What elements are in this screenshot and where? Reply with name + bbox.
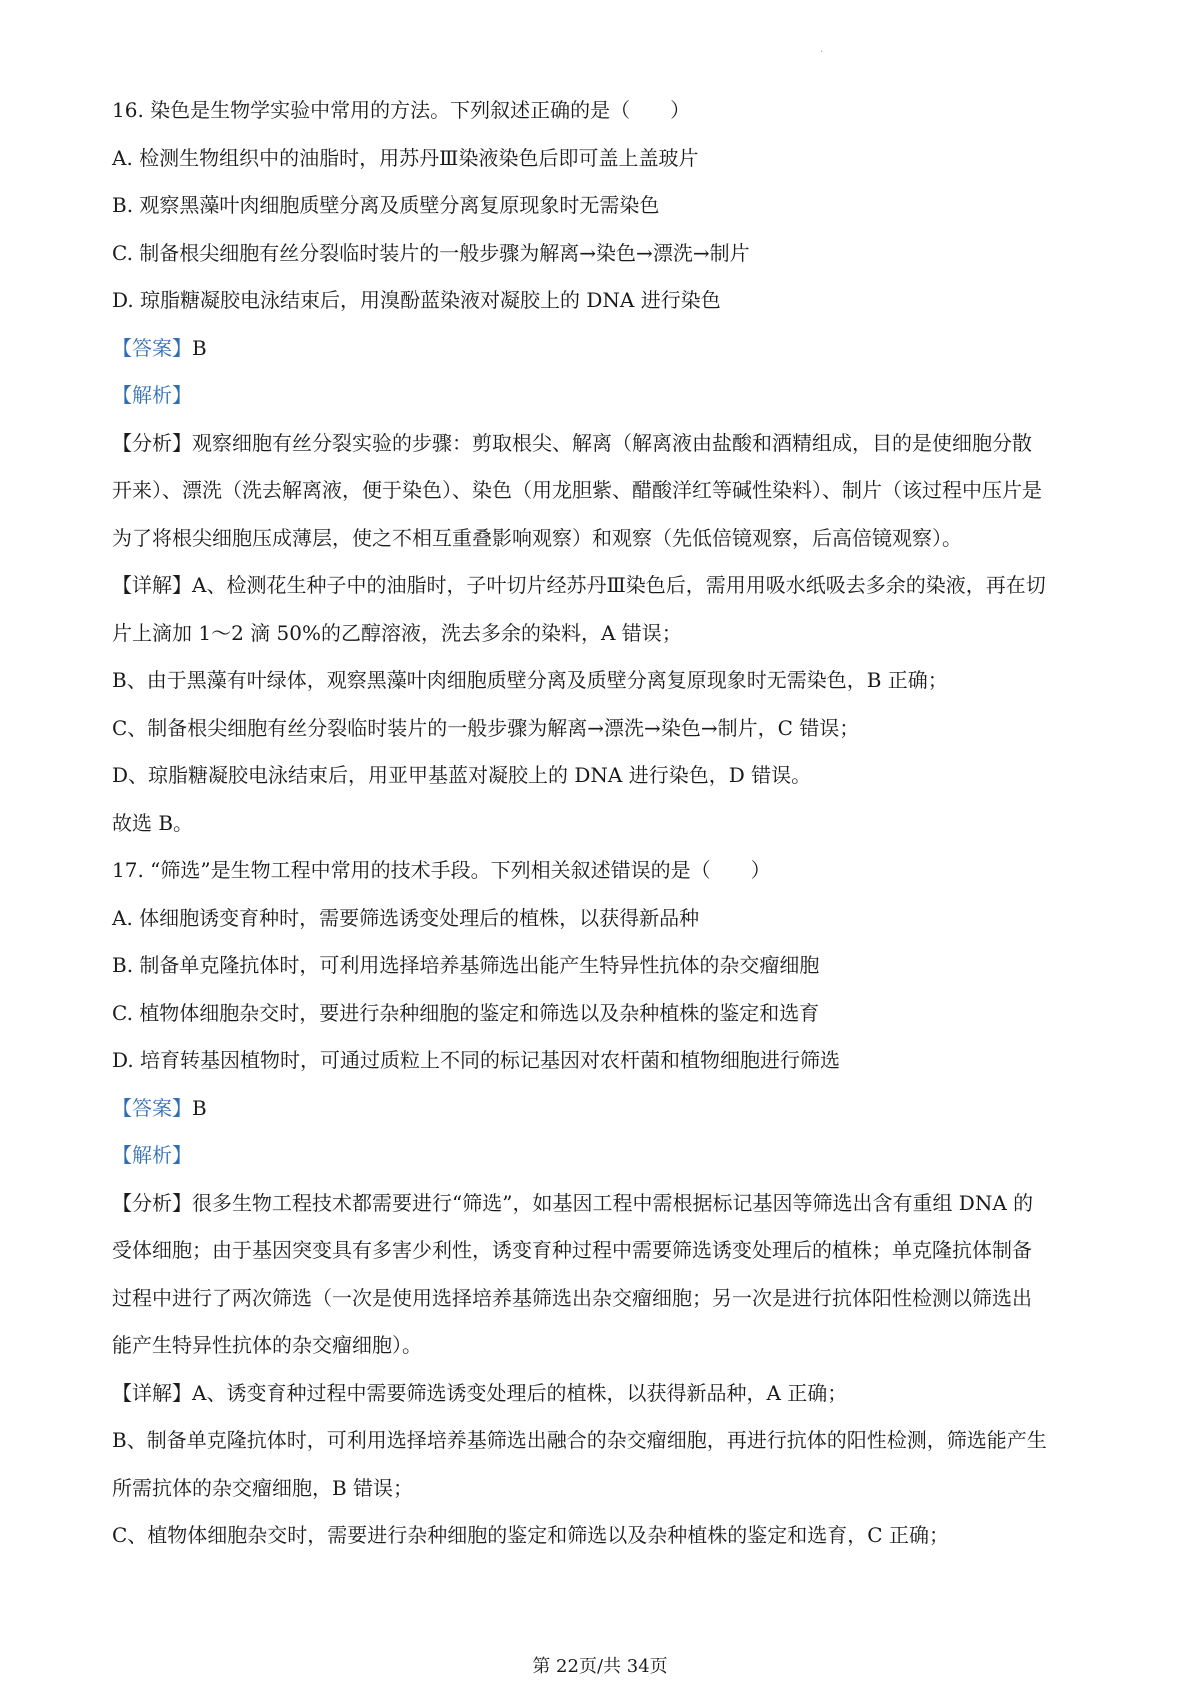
- q16-option-b: B. 观察黑藻叶肉细胞质壁分离及质壁分离复原现象时无需染色: [112, 193, 660, 217]
- q16-detail: [112, 571, 1102, 838]
- q17-stem: 17. “筛选”是生物工程中常用的技术手段。下列相关叙述错误的是（ ）: [112, 858, 771, 882]
- q17-detail-line: 所需抗体的杂交瘤细胞，B 错误；: [112, 1475, 414, 1500]
- q17-jiexi-label: 【解析】: [112, 1143, 192, 1167]
- q17-analysis: [112, 1189, 1102, 1361]
- q17-option-b: B. 制备单克隆抗体时，可利用选择培养基筛选出能产生特异性抗体的杂交瘤细胞: [112, 953, 820, 977]
- q16-option-c: C. 制备根尖细胞有丝分裂临时装片的一般步骤为解离→染色→漂洗→制片: [112, 240, 750, 265]
- q16-detail-line: 【详解】A、检测花生种子中的油脂时，子叶切片经苏丹Ⅲ染色后，需用用吸水纸吸去多余的染液，再在切: [112, 573, 1046, 597]
- q16-answer-value: B: [192, 335, 207, 360]
- q16-analysis-line: 为了将根尖细胞压成薄层，使之不相互重叠影响观察）和观察（先低倍镜观察，后高倍镜观察）。: [112, 525, 962, 550]
- header-dot: .: [820, 44, 824, 55]
- q16-jiexi-label: 【解析】: [112, 383, 192, 407]
- q16-analysis-line: 开来）、漂洗（洗去解离液，便于染色）、染色（用龙胆紫、醋酸洋红等碱性染料）、制片（该过程中压片是: [112, 478, 1042, 502]
- q17-option-a: A. 体细胞诱变育种时，需要筛选诱变处理后的植株，以获得新品种: [112, 905, 700, 930]
- page-content: [112, 96, 1102, 1569]
- q16-option-a: A. 检测生物组织中的油脂时，用苏丹Ⅲ染液染色后即可盖上盖玻片: [112, 145, 699, 170]
- q16-detail-line: B、由于黑藻有叶绿体，观察黑藻叶肉细胞质壁分离及质壁分离复原现象时无需染色，B 正确；: [112, 668, 948, 692]
- q16-stem: 16. 染色是生物学实验中常用的方法。下列叙述正确的是（ ）: [112, 98, 691, 122]
- q16-detail-line: D、琼脂糖凝胶电泳结束后，用亚甲基蓝对凝胶上的 DNA 进行染色，D 错误。: [112, 763, 812, 787]
- q17-analysis-line: 受体细胞；由于基因突变具有多害少利性，诱变育种过程中需要筛选诱变处理后的植株；单克隆抗体制备: [112, 1238, 1032, 1262]
- q17-option-d: D. 培育转基因植物时，可通过质粒上不同的标记基因对农杆菌和植物细胞进行筛选: [112, 1048, 841, 1072]
- q17-answer-label: 【答案】: [112, 1095, 192, 1120]
- q17-detail: [112, 1379, 1102, 1551]
- q17-answer: [112, 1094, 1102, 1123]
- q17-detail-line: B、制备单克隆抗体时，可利用选择培养基筛选出融合的杂交瘤细胞，再进行抗体的阳性检测，筛选能产生: [112, 1428, 1047, 1452]
- q16-analysis: [112, 429, 1102, 553]
- q17-answer-value: B: [192, 1095, 207, 1120]
- q17-detail-line: C、植物体细胞杂交时，需要进行杂种细胞的鉴定和筛选以及杂种植株的鉴定和选育，C 正确；: [112, 1523, 949, 1547]
- q17-option-c: C. 植物体细胞杂交时，要进行杂种细胞的鉴定和筛选以及杂种植株的鉴定和选育: [112, 1000, 820, 1025]
- q17-analysis-line: 过程中进行了两次筛选（一次是使用选择培养基筛选出杂交瘤细胞；另一次是进行抗体阳性检测以筛选出: [112, 1285, 1032, 1310]
- q17-analysis-line: 能产生特异性抗体的杂交瘤细胞）。: [112, 1333, 422, 1357]
- q16-option-d: D. 琼脂糖凝胶电泳结束后，用溴酚蓝染液对凝胶上的 DNA 进行染色: [112, 288, 721, 312]
- page-number: 第 22页/共 34页: [532, 1656, 668, 1677]
- q16-conclusion: 故选 B。: [112, 810, 194, 835]
- q16-detail-line: 片上滴加 1～2 滴 50%的乙醇溶液，洗去多余的染料，A 错误；: [112, 620, 682, 645]
- q16-analysis-line: 【分析】观察细胞有丝分裂实验的步骤：剪取根尖、解离（解离液由盐酸和酒精组成，目的是使细胞分散: [112, 430, 1032, 455]
- q17-analysis-line: 【分析】很多生物工程技术都需要进行“筛选”，如基因工程中需根据标记基因等筛选出含有重组 DNA 的: [112, 1190, 1034, 1215]
- q16-answer: [112, 334, 1102, 363]
- q16-answer-label: 【答案】: [112, 335, 192, 360]
- q16-detail-line: C、制备根尖细胞有丝分裂临时装片的一般步骤为解离→漂洗→染色→制片，C 错误；: [112, 715, 860, 740]
- q17-detail-line: 【详解】A、诱变育种过程中需要筛选诱变处理后的植株，以获得新品种，A 正确；: [112, 1380, 848, 1405]
